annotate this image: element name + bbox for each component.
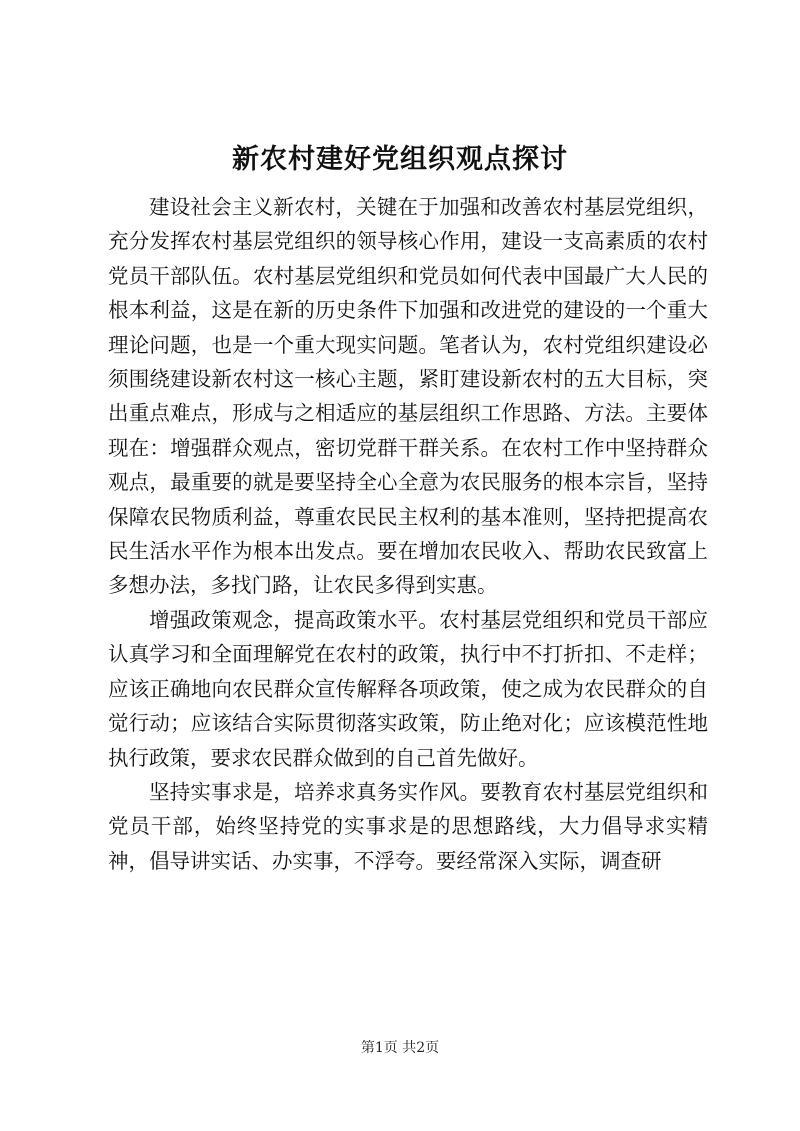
document-title: 新农村建好党组织观点探讨 bbox=[232, 144, 568, 175]
paragraph-1: 建设社会主义新农村，关键在于加强和改善农村基层党组织，充分发挥农村基层党组织的领导核心作用，建设一支高素质的农村党员干部队伍。农村基层党组织和党员如何代表中国最广大人民的根本利益，这是在新的历史条件下加强和改进党的建设的一个重大理论问题，也是一个重大现实问题。笔者认为，农村党组织建设必须围绕建设新农村这一核心主题，紧盯建设新农村的五大目标，突出重点难点，形成与之相适应的基层组织工作思路、方法。主要体现在：增强群众观点，密切党群干群关系。在农村工作中坚持群众观点，最重要的就是要坚持全心全意为农民服务的根本宗旨，坚持保障农民物质利益，尊重农民民主权利的基本准则，坚持把提高农民生活水平作为根本出发点。要在增加农民收入、帮助农民致富上多想办法，多找门路，让农民多得到实惠。 bbox=[108, 195, 708, 598]
paragraph-3: 坚持实事求是，培养求真务实作风。要教育农村基层党组织和党员干部，始终坚持党的实事求是的思想路线，大力倡导求实精神，倡导讲实话、办实事，不浮夸。要经常深入实际，调查研 bbox=[108, 779, 708, 873]
page-number: 第1页 共2页 bbox=[360, 1040, 440, 1056]
document-body bbox=[108, 190, 708, 878]
paragraph-2: 增强政策观念，提高政策水平。农村基层党组织和党员干部应认真学习和全面理解党在农村的政策，执行中不打折扣、不走样；应该正确地向农民群众宣传解释各项政策，使之成为农民群众的自觉行动；应该结合实际贯彻落实政策，防止绝对化；应该模范性地执行政策，要求农民群众做到的自己首先做好。 bbox=[108, 607, 708, 770]
